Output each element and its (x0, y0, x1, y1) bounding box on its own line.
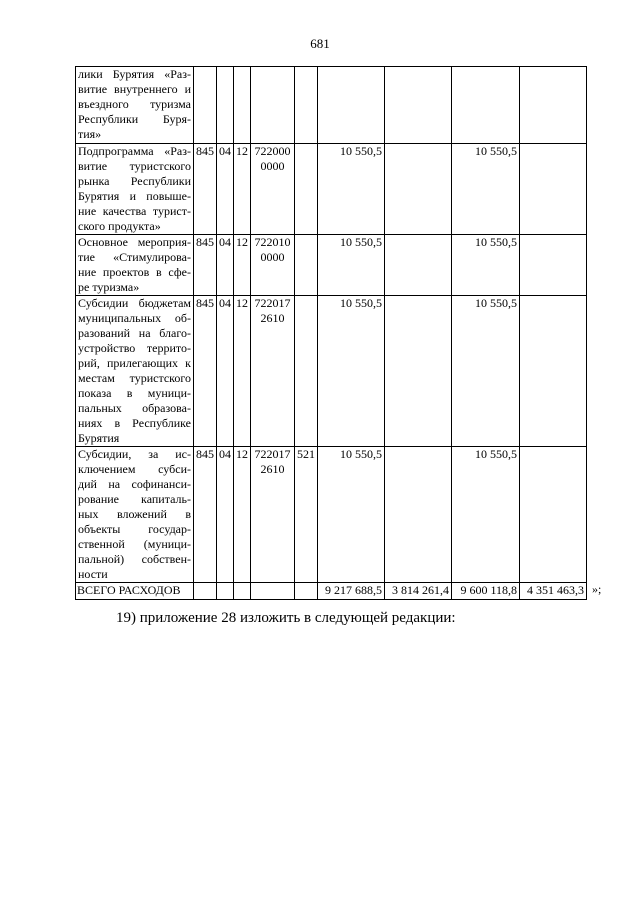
amendment-instruction: 19) приложение 28 изложить в следующей редакции: (116, 610, 456, 626)
value-3: 10 550,5 (452, 144, 520, 235)
row-name-line: устройство террито- (78, 341, 191, 355)
row-name-line: ственной (муници- (78, 537, 191, 551)
row-name-line: рынка Республики (78, 174, 191, 188)
row-name-line: показа в муници- (78, 386, 191, 400)
total-value-2: 3 814 261,4 (385, 583, 452, 600)
row-name-line: ниях в Республике (78, 416, 191, 430)
row-name (76, 144, 194, 235)
target-article-code (251, 67, 295, 144)
row-name-line: пальной) собствен- (78, 552, 191, 566)
expenditure-table (75, 66, 587, 600)
row-name-line: рий, прилегающих к (78, 356, 191, 370)
row-name-line: тие «Стимулирова- (78, 250, 191, 264)
section-code: 04 (217, 447, 234, 583)
value-1 (318, 67, 385, 144)
row-name (76, 67, 194, 144)
row-name-line: ре туризма» (78, 280, 140, 294)
total-ministry (194, 583, 217, 600)
expense-type-code: 521 (295, 447, 318, 583)
value-2 (385, 447, 452, 583)
value-1: 10 550,5 (318, 235, 385, 296)
value-3: 10 550,5 (452, 296, 520, 447)
row-name (76, 235, 194, 296)
value-1: 10 550,5 (318, 447, 385, 583)
row-name-line: дий на софинанси- (78, 477, 191, 491)
section-code: 04 (217, 235, 234, 296)
row-name-line: Субсидии, за ис- (78, 447, 191, 461)
target-article-code: 722000 0000 (251, 144, 295, 235)
row-name-line: Подпрограмма «Раз- (78, 144, 191, 158)
row-name-line: разований на благо- (78, 326, 191, 340)
row-name-line: лики Бурятия «Раз- (78, 67, 191, 81)
table-row (76, 447, 587, 583)
total-row (76, 583, 587, 600)
row-name-line: ние проектов в сфе- (78, 265, 191, 279)
section-code: 04 (217, 144, 234, 235)
row-name-line: рование капиталь- (78, 492, 191, 506)
row-name-line: ние качества турист- (78, 204, 191, 218)
expense-type-code (295, 144, 318, 235)
target-article-code: 722017 2610 (251, 296, 295, 447)
table-row (76, 235, 587, 296)
page-number: 681 (310, 36, 330, 51)
ministry-code: 845 (194, 447, 217, 583)
section-code (217, 67, 234, 144)
value-1: 10 550,5 (318, 296, 385, 447)
row-name-line: ского продукта» (78, 219, 161, 233)
total-subsection (234, 583, 251, 600)
row-name-line: витие внутреннего и (78, 82, 191, 96)
section-code: 04 (217, 296, 234, 447)
row-name-line: ности (78, 567, 108, 581)
total-value-4: 4 351 463,3 (520, 583, 587, 600)
row-name-line: объекты государ- (78, 522, 191, 536)
value-3 (452, 67, 520, 144)
row-name-line: Основное мероприя- (78, 235, 191, 249)
expense-type-code (295, 235, 318, 296)
row-name-line: местам туристского (78, 371, 191, 385)
value-2 (385, 144, 452, 235)
value-2 (385, 67, 452, 144)
value-1: 10 550,5 (318, 144, 385, 235)
value-4 (520, 447, 587, 583)
ministry-code: 845 (194, 144, 217, 235)
ministry-code: 845 (194, 235, 217, 296)
subsection-code: 12 (234, 296, 251, 447)
value-4 (520, 67, 587, 144)
total-target (251, 583, 295, 600)
row-name-line: Бурятия (78, 431, 120, 445)
target-article-code: 722010 0000 (251, 235, 295, 296)
table-row (76, 67, 587, 144)
row-name-line: Бурятия и повыше- (78, 189, 191, 203)
table-row (76, 296, 587, 447)
subsection-code: 12 (234, 447, 251, 583)
subsection-code: 12 (234, 144, 251, 235)
target-article-code: 722017 2610 (251, 447, 295, 583)
total-label: ВСЕГО РАСХОДОВ (76, 583, 194, 600)
row-name-line: витие туристского (78, 159, 191, 173)
value-4 (520, 235, 587, 296)
row-name-line: Республики Буря- (78, 112, 191, 126)
subsection-code: 12 (234, 235, 251, 296)
row-name (76, 296, 194, 447)
ministry-code: 845 (194, 296, 217, 447)
value-4 (520, 296, 587, 447)
row-name-line: въездного туризма (78, 97, 191, 111)
total-value-1: 9 217 688,5 (318, 583, 385, 600)
row-name-line: ных вложений в (78, 507, 191, 521)
row-name-line: пальных образова- (78, 401, 191, 415)
value-4 (520, 144, 587, 235)
subsection-code (234, 67, 251, 144)
value-2 (385, 235, 452, 296)
row-name-line: ключением субси- (78, 462, 191, 476)
row-name-line: Субсидии бюджетам (78, 296, 191, 310)
ministry-code (194, 67, 217, 144)
value-2 (385, 296, 452, 447)
expense-type-code (295, 296, 318, 447)
closing-quote: »; (592, 582, 602, 596)
total-value-3: 9 600 118,8 (452, 583, 520, 600)
row-name-line: тия» (78, 127, 102, 141)
row-name-line: муниципальных об- (78, 311, 191, 325)
total-type (295, 583, 318, 600)
value-3: 10 550,5 (452, 235, 520, 296)
row-name (76, 447, 194, 583)
expense-type-code (295, 67, 318, 144)
value-3: 10 550,5 (452, 447, 520, 583)
table-row (76, 144, 587, 235)
total-section (217, 583, 234, 600)
